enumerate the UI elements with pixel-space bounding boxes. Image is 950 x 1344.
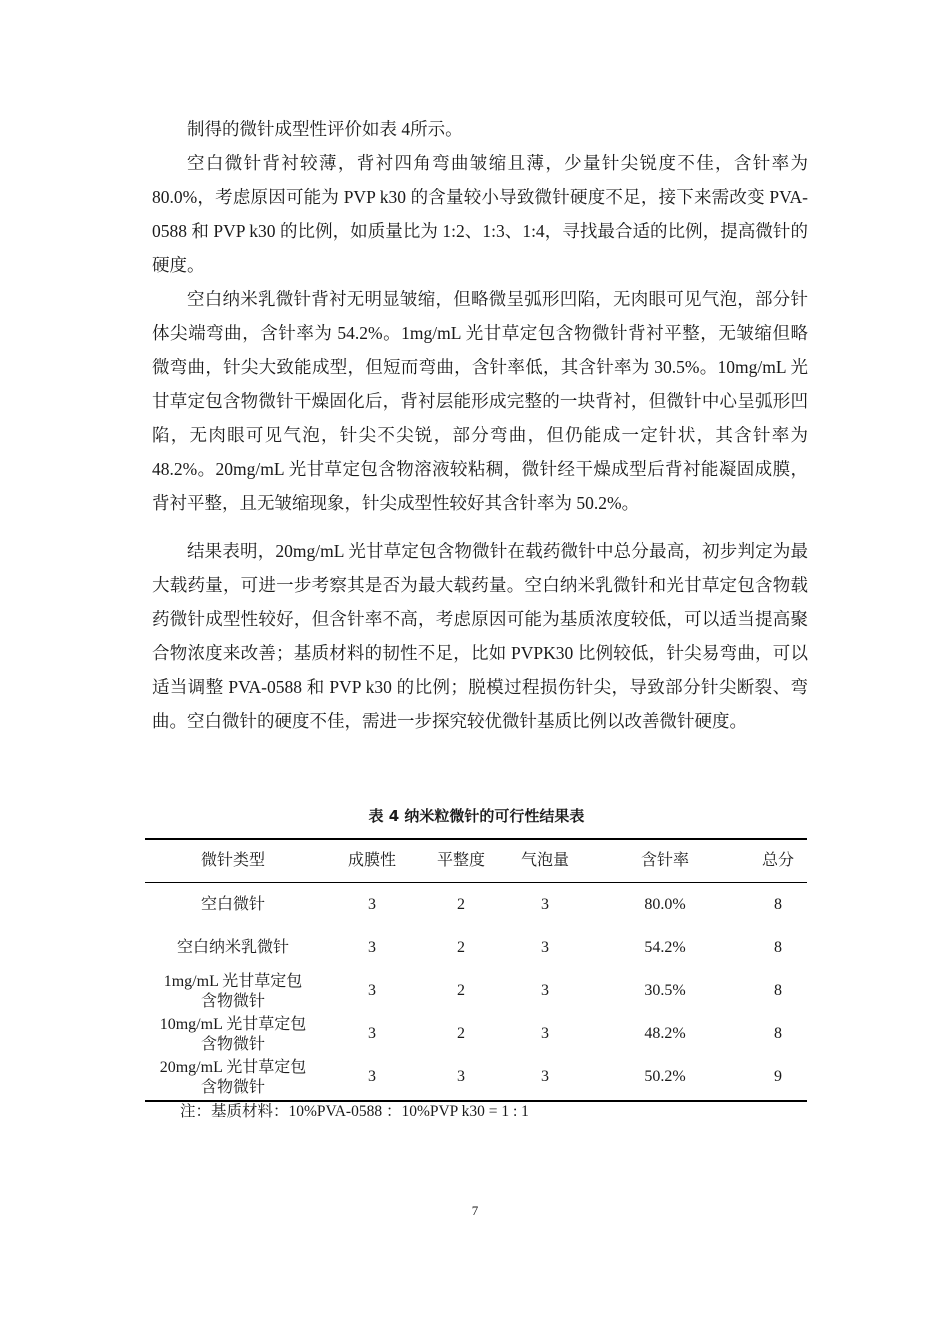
- table-cell-bubbles: 3: [541, 939, 549, 956]
- table-cell-bubbles: 3: [541, 1068, 549, 1085]
- table-cell-flatness: 2: [457, 982, 465, 999]
- table-cell-flatness: 3: [457, 1068, 465, 1085]
- table-cell-needle-rate: 80.0%: [644, 896, 686, 913]
- page-number: 7: [471, 1203, 479, 1218]
- table-cell-bubbles: 3: [541, 1025, 549, 1042]
- table-header-flatness: 平整度: [436, 852, 485, 869]
- table-caption: 表 4 纳米粒微针的可行性结果表: [368, 807, 585, 825]
- paragraph-conclusion: 结果表明，20mg/mL 光甘草定包含物微针在载药微针中总分最高，初步判定为最大载药量，可进一步考察其是否为最大载药量。空白纳米乳微针和光甘草定包含物载药微针成型性较好，但含针率不高，考虑原因可能为基质浓度较低，可以适当提高聚合物浓度来改善；基质材料的韧性不足，比如 PVPK30 比例较低，针尖易弯曲，可以适当调整 PVA-0588 和 PVP k30 的比例；脱模过程损伤针尖，导致部分针尖断裂、弯曲。空白微针的硬度不佳，需进一步探究较优微针基质比例以改善微针硬度。: [152, 541, 808, 731]
- table-cell-type: 空白微针: [200, 896, 265, 913]
- paragraph-intro: 制得的微针成型性评价如表 4所示。: [187, 119, 463, 139]
- table-top-rule: [145, 838, 807, 840]
- table-header-film: 成膜性: [347, 852, 396, 869]
- table-cell-flatness: 2: [457, 896, 465, 913]
- table-cell-film: 3: [368, 1068, 376, 1085]
- table-cell-type: 20mg/mL 光甘草定包含物微针: [159, 1059, 307, 1096]
- body-text: [152, 112, 808, 738]
- table-cell-total: 8: [774, 896, 782, 913]
- table-cell-flatness: 2: [457, 1025, 465, 1042]
- table-cell-type: 1mg/mL 光甘草定包含物微针: [163, 973, 303, 1010]
- table-cell-needle-rate: 54.2%: [644, 939, 686, 956]
- table-cell-total: 8: [774, 1025, 782, 1042]
- paragraph-nanoemulsion-microneedle: 空白纳米乳微针背衬无明显皱缩，但略微呈弧形凹陷，无肉眼可见气泡，部分针体尖端弯曲，含针率为 54.2%。1mg/mL 光甘草定包含物微针背衬平整，无皱缩但略微弯曲，针尖大致能成型，但短而弯曲，含针率低，其含针率为 30.5%。10mg/mL 光甘草定包含物微针干燥固化后，背衬层能形成完整的一块背衬，但微针中心呈弧形凹陷，无肉眼可见气泡，针尖不尖锐，部分弯曲，但仍能成一定针状，其含针率为 48.2%。20mg/mL 光甘草定包含物溶液较粘稠，微针经干燥成型后背衬能凝固成膜，背衬平整，且无皱缩现象，针尖成型性较好其含针率为 50.2%。: [152, 289, 808, 513]
- table-header-rule: [145, 882, 807, 883]
- table-cell-film: 3: [368, 1025, 376, 1042]
- table-cell-bubbles: 3: [541, 896, 549, 913]
- table-cell-total: 8: [774, 939, 782, 956]
- table-header-type: 微针类型: [200, 852, 265, 869]
- table-note: 注：基质材料：10%PVA-0588 ：10%PVP k30 = 1 : 1: [180, 1103, 529, 1120]
- table-cell-total: 8: [774, 982, 782, 999]
- table-cell-needle-rate: 30.5%: [644, 982, 686, 999]
- table-header-needle-rate: 含针率: [640, 852, 689, 869]
- table-cell-film: 3: [368, 982, 376, 999]
- table-cell-flatness: 2: [457, 939, 465, 956]
- paragraph-blank-microneedle: 空白微针背衬较薄，背衬四角弯曲皱缩且薄，少量针尖锐度不佳，含针率为 80.0%，考虑原因可能为 PVP k30 的含量较小导致微针硬度不足，接下来需改变 PVA-0588 和 PVP k30 的比例，如质量比为 1:2、1:3、1:4，寻找最合适的比例，提高微针的硬度。: [152, 153, 808, 275]
- table-cell-bubbles: 3: [541, 982, 549, 999]
- table-cell-needle-rate: 50.2%: [644, 1068, 686, 1085]
- table-header-bubbles: 气泡量: [520, 852, 569, 869]
- table-cell-film: 3: [368, 896, 376, 913]
- table-cell-needle-rate: 48.2%: [644, 1025, 686, 1042]
- table-cell-type: 10mg/mL 光甘草定包含物微针: [159, 1016, 307, 1053]
- table-header-total: 总分: [761, 852, 794, 869]
- table-cell-film: 3: [368, 939, 376, 956]
- table-cell-type: 空白纳米乳微针: [176, 939, 289, 956]
- table-cell-total: 9: [774, 1068, 782, 1085]
